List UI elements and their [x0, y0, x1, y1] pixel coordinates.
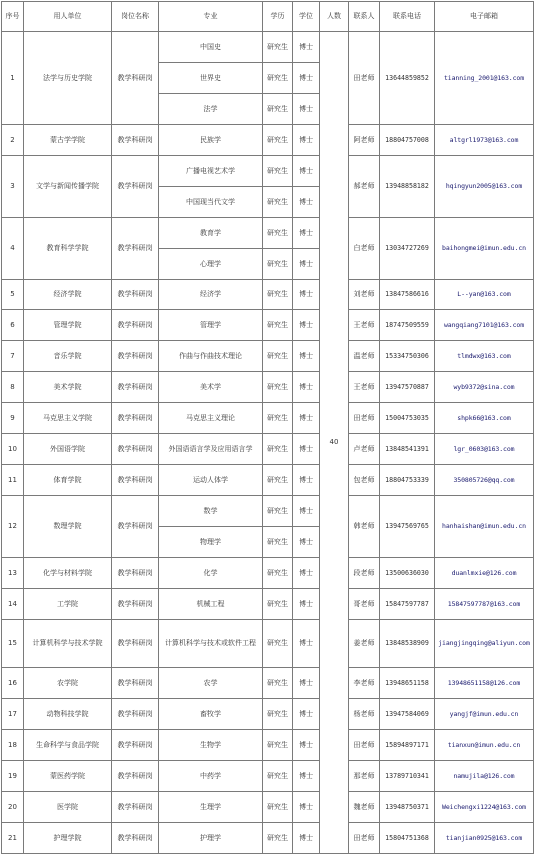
education-level: 研究生	[263, 310, 293, 341]
degree-level: 博士	[293, 63, 320, 94]
major-name: 教育学	[159, 218, 263, 249]
unit-name: 美术学院	[24, 372, 112, 403]
contact-person: 韩老师	[349, 496, 380, 558]
post-name: 教学科研岗	[112, 496, 159, 558]
major-name: 计算机科学与技术或软件工程	[159, 620, 263, 668]
degree-level: 博士	[293, 465, 320, 496]
degree-level: 博士	[293, 792, 320, 823]
post-name: 教学科研岗	[112, 465, 159, 496]
col-header-education: 学历	[263, 2, 293, 32]
post-name: 教学科研岗	[112, 403, 159, 434]
table-row	[2, 218, 534, 249]
contact-person: 田老师	[349, 823, 380, 854]
education-level: 研究生	[263, 527, 293, 558]
table-row	[2, 761, 534, 792]
table-row	[2, 403, 534, 434]
education-level: 研究生	[263, 668, 293, 699]
contact-email: jiangjingqing@aliyun.com	[435, 620, 534, 668]
row-number: 5	[2, 280, 24, 310]
major-name: 中国史	[159, 32, 263, 63]
contact-email: yangjf@imun.edu.cn	[435, 699, 534, 730]
post-name: 教学科研岗	[112, 823, 159, 854]
degree-level: 博士	[293, 620, 320, 668]
table-row	[2, 496, 534, 527]
unit-name: 管理学院	[24, 310, 112, 341]
contact-person: 王老师	[349, 310, 380, 341]
contact-email: tianxun@imun.edu.cn	[435, 730, 534, 761]
post-name: 教学科研岗	[112, 341, 159, 372]
degree-level: 博士	[293, 434, 320, 465]
contact-phone: 15004753035	[380, 403, 435, 434]
row-number: 6	[2, 310, 24, 341]
row-number: 2	[2, 125, 24, 156]
post-name: 教学科研岗	[112, 125, 159, 156]
major-name: 世界史	[159, 63, 263, 94]
unit-name: 经济学院	[24, 280, 112, 310]
major-name: 畜牧学	[159, 699, 263, 730]
degree-level: 博士	[293, 527, 320, 558]
contact-person: 温老师	[349, 341, 380, 372]
degree-level: 博士	[293, 823, 320, 854]
contact-phone: 13948858182	[380, 156, 435, 218]
education-level: 研究生	[263, 761, 293, 792]
major-name: 运动人体学	[159, 465, 263, 496]
row-number: 14	[2, 589, 24, 620]
major-name: 法学	[159, 94, 263, 125]
contact-phone: 13948750371	[380, 792, 435, 823]
row-number: 3	[2, 156, 24, 218]
education-level: 研究生	[263, 187, 293, 218]
major-name: 马克思主义理论	[159, 403, 263, 434]
table-row	[2, 699, 534, 730]
education-level: 研究生	[263, 280, 293, 310]
unit-name: 教育科学学院	[24, 218, 112, 280]
row-number: 15	[2, 620, 24, 668]
recruitment-table	[1, 1, 534, 854]
unit-name: 蒙医药学院	[24, 761, 112, 792]
col-header-major: 专业	[159, 2, 263, 32]
degree-level: 博士	[293, 310, 320, 341]
contact-person: 王老师	[349, 372, 380, 403]
education-level: 研究生	[263, 249, 293, 280]
row-number: 12	[2, 496, 24, 558]
table-row	[2, 310, 534, 341]
table-row	[2, 792, 534, 823]
education-level: 研究生	[263, 465, 293, 496]
contact-email: lgr_0603@163.com	[435, 434, 534, 465]
table-row	[2, 730, 534, 761]
contact-person: 阿老师	[349, 125, 380, 156]
contact-email: tlmdwx@163.com	[435, 341, 534, 372]
degree-level: 博士	[293, 280, 320, 310]
contact-phone: 15847597787	[380, 589, 435, 620]
col-header-unit: 用人单位	[24, 2, 112, 32]
major-name: 美术学	[159, 372, 263, 403]
contact-phone: 13947584069	[380, 699, 435, 730]
contact-person: 段老师	[349, 558, 380, 589]
education-level: 研究生	[263, 620, 293, 668]
headcount: 40	[320, 32, 349, 854]
degree-level: 博士	[293, 249, 320, 280]
degree-level: 博士	[293, 730, 320, 761]
major-name: 生物学	[159, 730, 263, 761]
contact-phone: 13948651158	[380, 668, 435, 699]
degree-level: 博士	[293, 761, 320, 792]
education-level: 研究生	[263, 434, 293, 465]
unit-name: 工学院	[24, 589, 112, 620]
table-row	[2, 372, 534, 403]
contact-person: 白老师	[349, 218, 380, 280]
major-name: 管理学	[159, 310, 263, 341]
degree-level: 博士	[293, 218, 320, 249]
unit-name: 医学院	[24, 792, 112, 823]
degree-level: 博士	[293, 125, 320, 156]
post-name: 教学科研岗	[112, 761, 159, 792]
contact-email: shpk66@163.com	[435, 403, 534, 434]
major-name: 中药学	[159, 761, 263, 792]
unit-name: 计算机科学与技术学院	[24, 620, 112, 668]
degree-level: 博士	[293, 32, 320, 63]
row-number: 21	[2, 823, 24, 854]
major-name: 外国语语言学及应用语言学	[159, 434, 263, 465]
education-level: 研究生	[263, 699, 293, 730]
contact-phone: 18747509559	[380, 310, 435, 341]
post-name: 教学科研岗	[112, 280, 159, 310]
row-number: 1	[2, 32, 24, 125]
education-level: 研究生	[263, 372, 293, 403]
education-level: 研究生	[263, 496, 293, 527]
table-row	[2, 823, 534, 854]
contact-person: 田老师	[349, 403, 380, 434]
education-level: 研究生	[263, 589, 293, 620]
post-name: 教学科研岗	[112, 310, 159, 341]
contact-email: tianning_2001@163.com	[435, 32, 534, 125]
table-row	[2, 558, 534, 589]
unit-name: 体育学院	[24, 465, 112, 496]
degree-level: 博士	[293, 496, 320, 527]
education-level: 研究生	[263, 125, 293, 156]
post-name: 教学科研岗	[112, 589, 159, 620]
contact-email: wyb9372@sina.com	[435, 372, 534, 403]
degree-level: 博士	[293, 187, 320, 218]
contact-person: 田老师	[349, 730, 380, 761]
contact-email: duanlmxie@126.com	[435, 558, 534, 589]
major-name: 化学	[159, 558, 263, 589]
contact-phone: 15334750306	[380, 341, 435, 372]
contact-phone: 13789710341	[380, 761, 435, 792]
contact-phone: 18804757008	[380, 125, 435, 156]
contact-phone: 13947569765	[380, 496, 435, 558]
degree-level: 博士	[293, 699, 320, 730]
education-level: 研究生	[263, 558, 293, 589]
contact-email: tianjian0925@163.com	[435, 823, 534, 854]
major-name: 农学	[159, 668, 263, 699]
major-name: 机械工程	[159, 589, 263, 620]
degree-level: 博士	[293, 668, 320, 699]
contact-email: namujila@126.com	[435, 761, 534, 792]
table-row	[2, 620, 534, 668]
table-row	[2, 156, 534, 187]
contact-phone: 18804753339	[380, 465, 435, 496]
contact-person: 郝老师	[349, 156, 380, 218]
row-number: 19	[2, 761, 24, 792]
unit-name: 农学院	[24, 668, 112, 699]
unit-name: 法学与历史学院	[24, 32, 112, 125]
major-name: 经济学	[159, 280, 263, 310]
contact-phone: 13034727269	[380, 218, 435, 280]
degree-level: 博士	[293, 558, 320, 589]
post-name: 教学科研岗	[112, 558, 159, 589]
row-number: 11	[2, 465, 24, 496]
post-name: 教学科研岗	[112, 792, 159, 823]
table-row	[2, 32, 534, 63]
degree-level: 博士	[293, 589, 320, 620]
contact-person: 哥老师	[349, 589, 380, 620]
unit-name: 化学与材料学院	[24, 558, 112, 589]
contact-person: 包老师	[349, 465, 380, 496]
degree-level: 博士	[293, 372, 320, 403]
education-level: 研究生	[263, 63, 293, 94]
post-name: 教学科研岗	[112, 434, 159, 465]
education-level: 研究生	[263, 218, 293, 249]
unit-name: 蒙古学学院	[24, 125, 112, 156]
major-name: 心理学	[159, 249, 263, 280]
table-body	[2, 32, 534, 854]
table-row	[2, 465, 534, 496]
contact-phone: 13847586616	[380, 280, 435, 310]
contact-person: 那老师	[349, 761, 380, 792]
row-number: 9	[2, 403, 24, 434]
major-name: 物理学	[159, 527, 263, 558]
table-row	[2, 589, 534, 620]
education-level: 研究生	[263, 403, 293, 434]
post-name: 教学科研岗	[112, 156, 159, 218]
unit-name: 动物科技学院	[24, 699, 112, 730]
col-header-post: 岗位名称	[112, 2, 159, 32]
major-name: 护理学	[159, 823, 263, 854]
table-row	[2, 434, 534, 465]
post-name: 教学科研岗	[112, 32, 159, 125]
row-number: 8	[2, 372, 24, 403]
contact-email: wangqiang7101@163.com	[435, 310, 534, 341]
post-name: 教学科研岗	[112, 668, 159, 699]
unit-name: 音乐学院	[24, 341, 112, 372]
major-name: 生理学	[159, 792, 263, 823]
unit-name: 生命科学与食品学院	[24, 730, 112, 761]
post-name: 教学科研岗	[112, 699, 159, 730]
post-name: 教学科研岗	[112, 218, 159, 280]
contact-person: 姜老师	[349, 620, 380, 668]
major-name: 数学	[159, 496, 263, 527]
contact-email: L--yan@163.com	[435, 280, 534, 310]
degree-level: 博士	[293, 156, 320, 187]
education-level: 研究生	[263, 94, 293, 125]
row-number: 20	[2, 792, 24, 823]
unit-name: 马克思主义学院	[24, 403, 112, 434]
post-name: 教学科研岗	[112, 730, 159, 761]
contact-phone: 13500636030	[380, 558, 435, 589]
education-level: 研究生	[263, 341, 293, 372]
contact-phone: 15894897171	[380, 730, 435, 761]
major-name: 广播电视艺术学	[159, 156, 263, 187]
row-number: 13	[2, 558, 24, 589]
major-name: 中国现当代文学	[159, 187, 263, 218]
post-name: 教学科研岗	[112, 620, 159, 668]
table-row	[2, 280, 534, 310]
contact-person: 田老师	[349, 32, 380, 125]
contact-phone: 13848538909	[380, 620, 435, 668]
major-name: 民族学	[159, 125, 263, 156]
contact-phone: 13644859852	[380, 32, 435, 125]
contact-person: 卢老师	[349, 434, 380, 465]
row-number: 18	[2, 730, 24, 761]
unit-name: 文学与新闻传播学院	[24, 156, 112, 218]
degree-level: 博士	[293, 341, 320, 372]
education-level: 研究生	[263, 730, 293, 761]
contact-phone: 13848541391	[380, 434, 435, 465]
contact-email: hqingyun2005@163.com	[435, 156, 534, 218]
col-header-email: 电子邮箱	[435, 2, 534, 32]
unit-name: 外国语学院	[24, 434, 112, 465]
contact-email: baihongmei@imun.edu.cn	[435, 218, 534, 280]
education-level: 研究生	[263, 792, 293, 823]
row-number: 16	[2, 668, 24, 699]
unit-name: 护理学院	[24, 823, 112, 854]
education-level: 研究生	[263, 823, 293, 854]
col-header-contact: 联系人	[349, 2, 380, 32]
education-level: 研究生	[263, 156, 293, 187]
table-row	[2, 668, 534, 699]
degree-level: 博士	[293, 403, 320, 434]
contact-email: hanhaishan@imun.edu.cn	[435, 496, 534, 558]
col-header-no: 序号	[2, 2, 24, 32]
contact-phone: 13947570887	[380, 372, 435, 403]
contact-phone: 15804751368	[380, 823, 435, 854]
contact-person: 杨老师	[349, 699, 380, 730]
table-header	[2, 2, 534, 32]
contact-person: 刘老师	[349, 280, 380, 310]
row-number: 7	[2, 341, 24, 372]
contact-email: 15847597787@163.com	[435, 589, 534, 620]
table-row	[2, 341, 534, 372]
contact-person: 李老师	[349, 668, 380, 699]
row-number: 17	[2, 699, 24, 730]
post-name: 教学科研岗	[112, 372, 159, 403]
major-name: 作曲与作曲技术理论	[159, 341, 263, 372]
table-row	[2, 125, 534, 156]
education-level: 研究生	[263, 32, 293, 63]
contact-email: Weichengxi1224@163.com	[435, 792, 534, 823]
contact-email: 350805726@qq.com	[435, 465, 534, 496]
col-header-degree: 学位	[293, 2, 320, 32]
col-header-phone: 联系电话	[380, 2, 435, 32]
col-header-headcount: 人数	[320, 2, 349, 32]
contact-email: altgrl1973@163.com	[435, 125, 534, 156]
degree-level: 博士	[293, 94, 320, 125]
contact-person: 魏老师	[349, 792, 380, 823]
unit-name: 数理学院	[24, 496, 112, 558]
contact-email: 13948651158@126.com	[435, 668, 534, 699]
row-number: 4	[2, 218, 24, 280]
header-row	[2, 2, 534, 32]
row-number: 10	[2, 434, 24, 465]
